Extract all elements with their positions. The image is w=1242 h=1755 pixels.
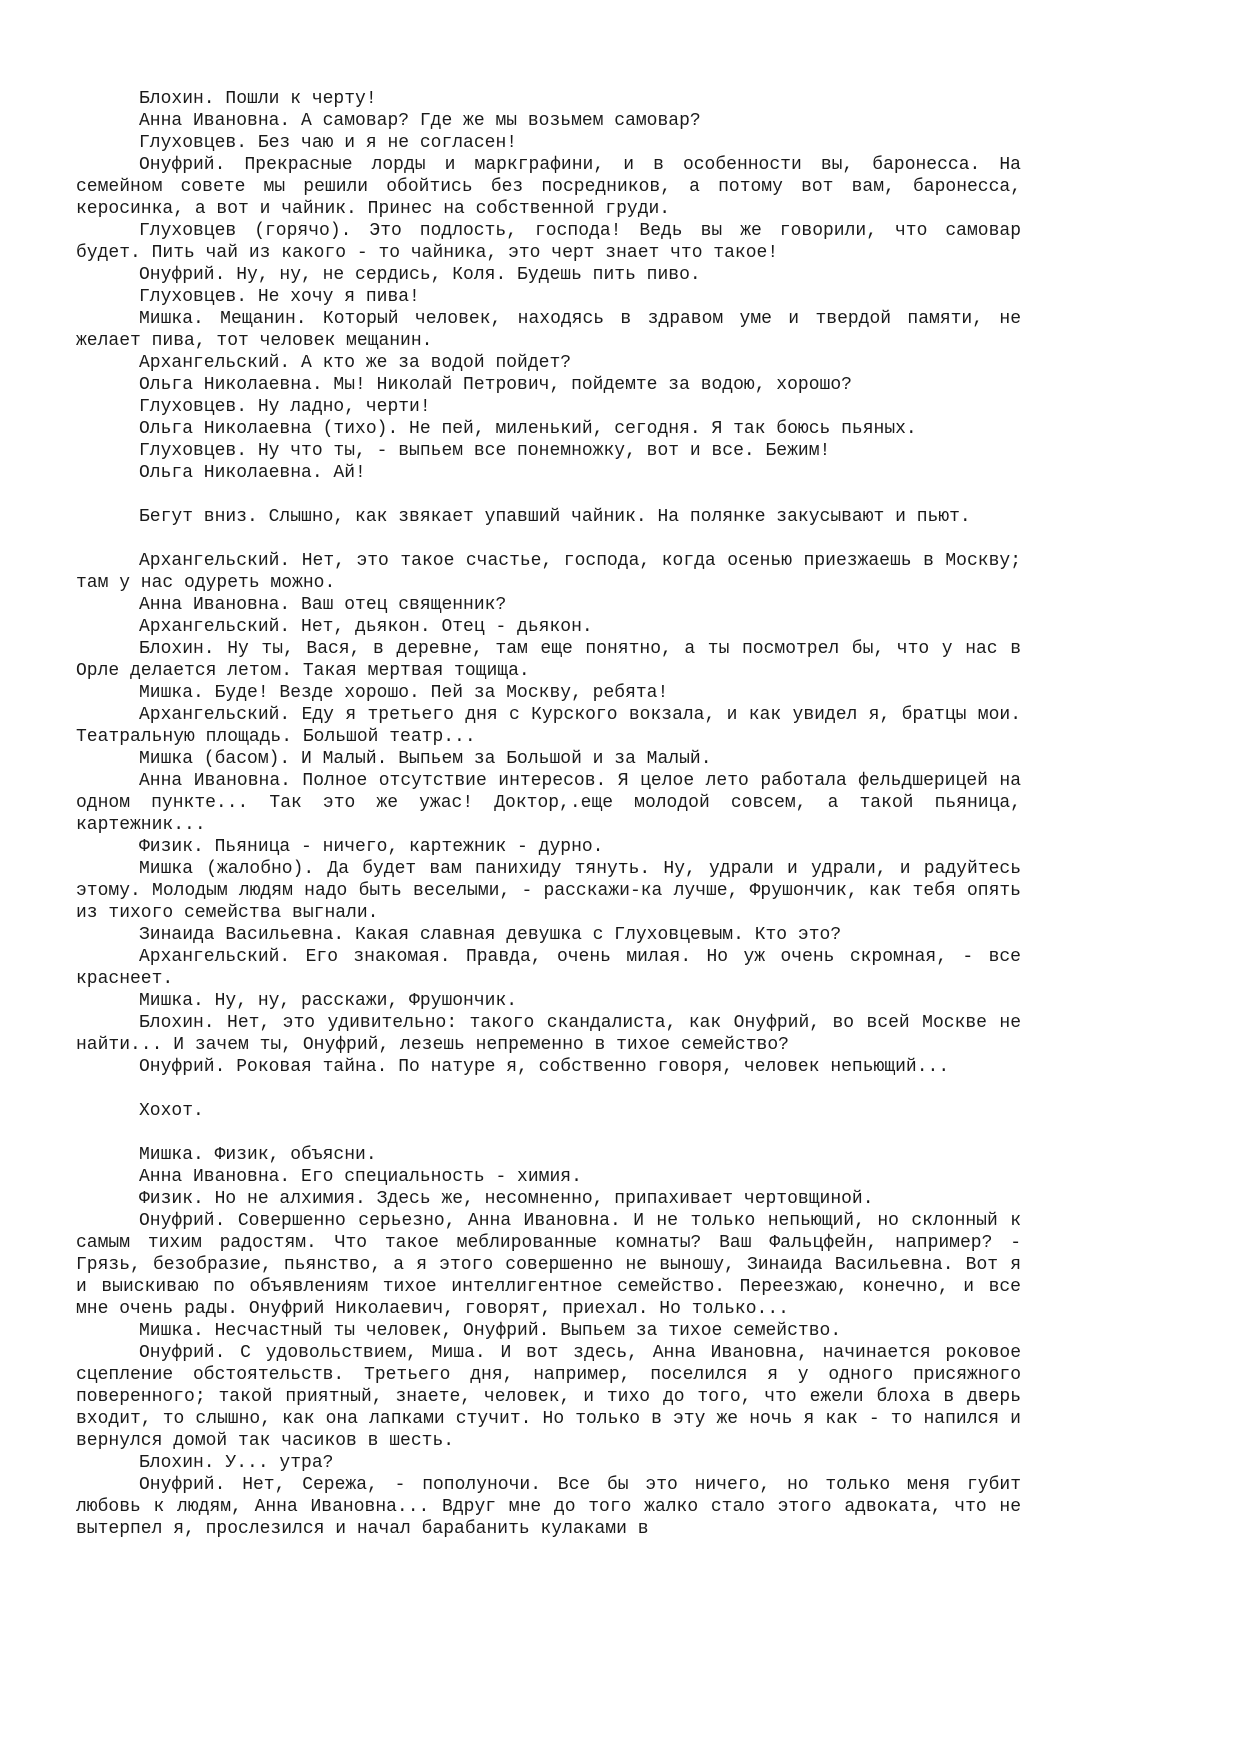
text-paragraph: Глуховцев. Не хочу я пива!: [139, 287, 420, 307]
text-paragraph: Глуховцев. Ну ладно, черти!: [139, 397, 431, 417]
blank-line: [76, 484, 1021, 506]
text-paragraph: Хохот.: [139, 1101, 204, 1121]
text-paragraph: Архангельский. Нет, дьякон. Отец - дьякон.: [139, 617, 593, 637]
text-paragraph: Глуховцев. Без чаю и я не согласен!: [139, 133, 518, 153]
text-paragraph: Ольга Николаевна (тихо). Не пей, миленький, сегодня. Я так боюсь пьяных.: [139, 419, 917, 439]
text-paragraph: Архангельский. Его знакомая. Правда, очень милая. Но уж очень скромная, - все краснеет.: [76, 947, 1021, 989]
text-paragraph: Онуфрий. Роковая тайна. По натуре я, собственно говоря, человек непьющий...: [139, 1057, 950, 1077]
blank-line: [76, 528, 1021, 550]
text-paragraph: Физик. Пьяница - ничего, картежник - дурно.: [139, 837, 604, 857]
text-paragraph: Архангельский. Нет, это такое счастье, господа, когда осенью приезжаешь в Москву; там у нас одуреть можно.: [76, 551, 1021, 593]
text-paragraph: Онуфрий. С удовольствием, Миша. И вот здесь, Анна Ивановна, начинается роковое сцепление обстоятельств. Третьего дня, например, поселился я у одного присяжного поверенного; такой приятный, знаете, человек, и тихо до того, что ежели блоха в дверь входит, то слышно, как она лапками стучит. Но только в эту же ночь я как - то напился и вернулся домой так часиков в шесть.: [76, 1343, 1021, 1451]
text-paragraph: Онуфрий. Ну, ну, не сердись, Коля. Будешь пить пиво.: [139, 265, 701, 285]
text-paragraph: Анна Ивановна. Ваш отец священник?: [139, 595, 507, 615]
text-paragraph: Мишка. Несчастный ты человек, Онуфрий. Выпьем за тихое семейство.: [139, 1321, 842, 1341]
text-paragraph: Ольга Николаевна. Мы! Николай Петрович, пойдемте за водою, хорошо?: [139, 375, 852, 395]
blank-line: [76, 1078, 1021, 1100]
text-paragraph: Анна Ивановна. А самовар? Где же мы возьмем самовар?: [139, 111, 701, 131]
text-paragraph: Зинаида Васильевна. Какая славная девушка с Глуховцевым. Кто это?: [139, 925, 842, 945]
text-paragraph: Архангельский. А кто же за водой пойдет?: [139, 353, 572, 373]
text-paragraph: Анна Ивановна. Полное отсутствие интересов. Я целое лето работала фельдшерицей на одном пункте... Так это же ужас! Доктор,.еще молодой совсем, а такой пьяница, картежник...: [76, 771, 1021, 835]
blank-line: [76, 1122, 1021, 1144]
text-paragraph: Блохин. У... утра?: [139, 1453, 334, 1473]
text-paragraph: Мишка. Физик, объясни.: [139, 1145, 377, 1165]
text-paragraph: Мишка. Мещанин. Который человек, находясь в здравом уме и твердой памяти, не желает пива, тот человек мещанин.: [76, 309, 1021, 351]
text-paragraph: Бегут вниз. Слышно, как звякает упавший чайник. На полянке закусывают и пьют.: [139, 507, 971, 527]
text-paragraph: Глуховцев. Ну что ты, - выпьем все понемножку, вот и все. Бежим!: [139, 441, 831, 461]
text-paragraph: Онуфрий. Совершенно серьезно, Анна Ивановна. И не только непьющий, но склонный к самым тихим радостям. Что такое меблированные комнаты? Ваш Фальцфейн, например? - Грязь, безобразие, пьянство, а я этого совершенно не выношу, Зинаида Васильевна. Вот я и выискиваю по объявлениям тихое интеллигентное семейство. Переезжаю, конечно, и все мне очень рады. Онуфрий Николаевич, говорят, приехал. Но только...: [76, 1211, 1021, 1319]
text-paragraph: Анна Ивановна. Его специальность - химия.: [139, 1167, 582, 1187]
text-paragraph: Мишка (басом). И Малый. Выпьем за Большой и за Малый.: [139, 749, 712, 769]
text-paragraph: Архангельский. Еду я третьего дня с Курского вокзала, и как увидел я, братцы мои. Театральную площадь. Большой театр...: [76, 705, 1021, 747]
text-paragraph: Онуфрий. Прекрасные лорды и маркграфини, и в особенности вы, баронесса. На семейном совете мы решили обойтись без посредников, а потому вот вам, баронесса, керосинка, а вот и чайник. Принес на собственной груди.: [76, 155, 1021, 219]
text-paragraph: Мишка (жалобно). Да будет вам панихиду тянуть. Ну, удрали и удрали, и радуйтесь этому. Молодым людям надо быть веселыми, - расскажи-ка лучше, Фрушончик, как тебя опять из тихого семейства выгнали.: [76, 859, 1021, 923]
text-paragraph: Ольга Николаевна. Ай!: [139, 463, 366, 483]
text-paragraph: Глуховцев (горячо). Это подлость, господа! Ведь вы же говорили, что самовар будет. Пить чай из какого - то чайника, это черт знает что такое!: [76, 221, 1021, 263]
document-page: [76, 88, 1021, 1540]
text-paragraph: Мишка. Буде! Везде хорошо. Пей за Москву, ребята!: [139, 683, 669, 703]
text-paragraph: Блохин. Нет, это удивительно: такого скандалиста, как Онуфрий, во всей Москве не найти... И зачем ты, Онуфрий, лезешь непременно в тихое семейство?: [76, 1013, 1021, 1055]
text-paragraph: Блохин. Ну ты, Вася, в деревне, там еще понятно, а ты посмотрел бы, что у нас в Орле делается летом. Такая мертвая тощища.: [76, 639, 1021, 681]
text-paragraph: Онуфрий. Нет, Сережа, - пополуночи. Все бы это ничего, но только меня губит любовь к людям, Анна Ивановна... Вдруг мне до того жалко стало этого адвоката, что не вытерпел я, прослезился и начал барабанить кулаками в: [76, 1475, 1021, 1539]
text-paragraph: Мишка. Ну, ну, расскажи, Фрушончик.: [139, 991, 518, 1011]
text-paragraph: Блохин. Пошли к черту!: [139, 89, 377, 109]
text-paragraph: Физик. Но не алхимия. Здесь же, несомненно, припахивает чертовщиной.: [139, 1189, 874, 1209]
